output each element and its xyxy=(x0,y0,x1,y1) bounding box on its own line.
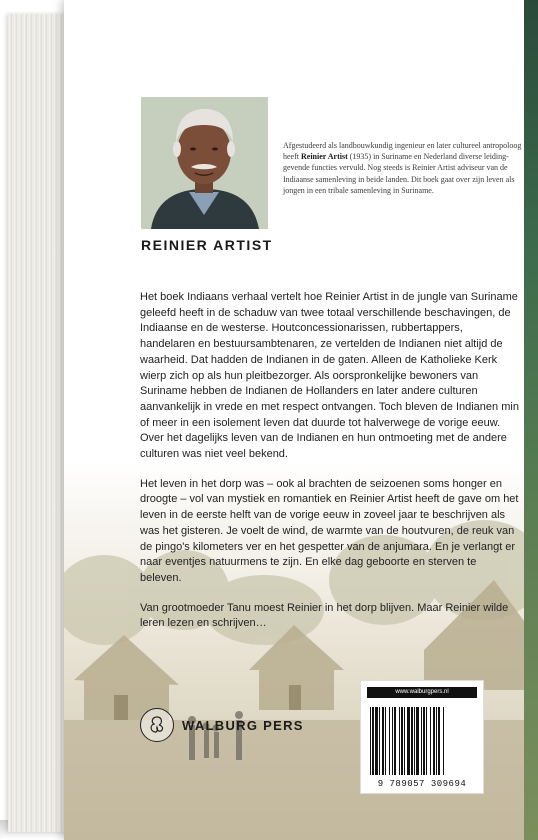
bio-author-bold: Reinier Artist xyxy=(301,152,348,162)
page-block xyxy=(8,14,70,832)
book-blurb xyxy=(140,290,520,632)
blurb-paragraph: Van grootmoeder Tanu moest Reinier in het dorp blijven. Maar Reinier wilde leren lezen en schrijven… xyxy=(140,601,509,630)
publisher-name: WALBURG PERS xyxy=(182,717,304,733)
barcode-box xyxy=(360,680,484,794)
bio-part: (1935) in Suriname en Nederland diverse leidinggevende functies vervuld. Nog steeds is Reinier Artist adviseur van de Indiaanse samenleving in beide landen. Dit boek gaat over zijn leven als jongen in een tribale samenleving in Suriname. xyxy=(283,152,515,195)
publisher-url: www.walburgpers.nl xyxy=(367,687,477,698)
blurb-paragraph: Het leven in het dorp was – ook al brachten de seizoenen soms honger en droogte – vol van mystiek en romantiek en Reinier Artist heeft de gave om het leven in de eerste helft van de vorige eeuw in zoveel jaar te beschrijven als was het gisteren. Je voelt de wind, de warmte van de houtvuren, de reuk van de pingo's kilometers ver en het gespetter van de anjumara. En je verlangt er naar eventjes natuurmens te zijn. En elke dag geboorte en sterven te beleven. xyxy=(140,477,519,584)
publisher-logo-icon xyxy=(140,708,174,742)
author-bio xyxy=(283,140,531,196)
publisher-block xyxy=(140,708,304,742)
author-photo xyxy=(141,97,268,229)
back-cover xyxy=(64,0,538,840)
barcode xyxy=(369,707,475,775)
bio-part: Afgestudeerd als landbouwkundig ingenieur en later cultureel antropoloog heeft xyxy=(283,141,522,162)
isbn-number: 9 789057 309694 xyxy=(377,779,467,789)
blurb-paragraph: Het boek Indiaans verhaal vertelt hoe Reinier Artist in de jungle van Suriname geleefd heeft in de schaduw van twee totaal verschillende beschavingen, de Indiaanse en de westerse. Houtconcessionarissen, rubbertappers, handelaren en bestuursambtenaren, ze vertelden de Indianen niet altijd de waarheid. Dat hadden de Indianen in de gaten. Alleen de Katholieke Kerk wierp zich op als hun pleitbezorger. Als oorspronkelijke bewoners van Suriname hebben de Indianen de Hollanders en later andere culturen aanvankelijk in vrede en met respect ontvangen. Toch bleven de Indianen min of meer in een isolement leven dat duurde tot halverwege de vorige eeuw. Over het dagelijks leven van de Indianen en hun ontmoeting met de andere culturen was niet veel bekend. xyxy=(140,291,519,461)
cover-edge xyxy=(524,0,538,840)
author-name: REINIER ARTIST xyxy=(141,237,273,253)
